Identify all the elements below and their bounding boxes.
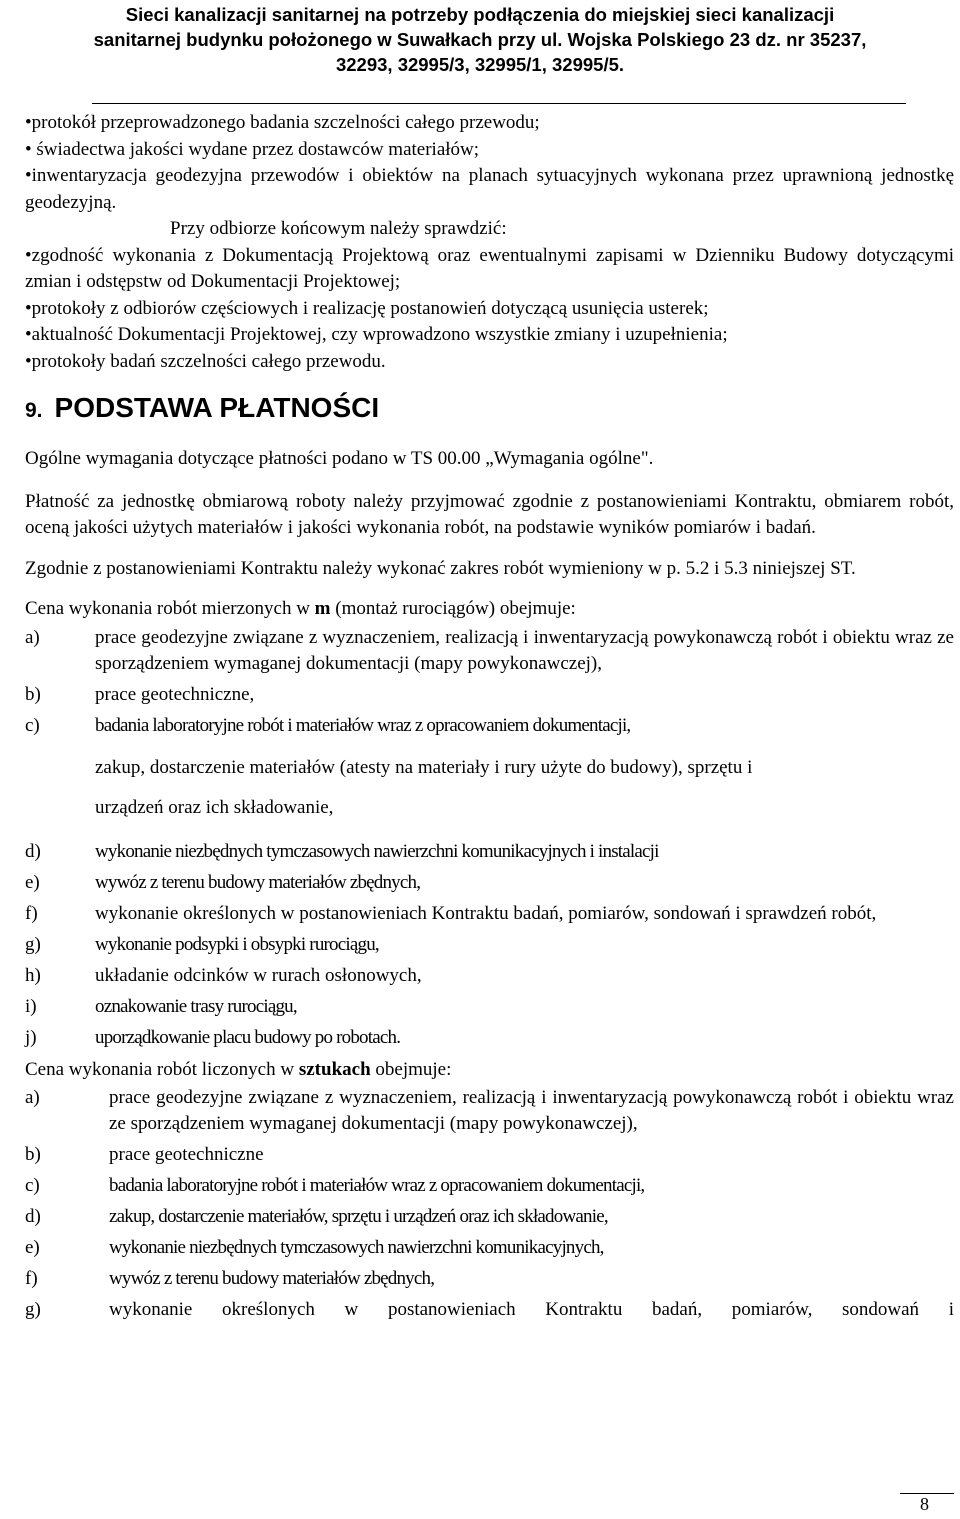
list-item-label: a) — [25, 626, 40, 648]
list-item-label: f) — [25, 902, 38, 924]
list-intro-text: Cena wykonania robót liczonych w — [25, 1058, 299, 1080]
list-item — [25, 625, 954, 677]
list-item-text: wywóz z terenu budowy materiałów zbędnych, — [109, 1268, 435, 1289]
list-item-label: i) — [25, 995, 37, 1017]
paragraph: Zgodnie z postanowieniami Kontraktu należy wykonać zakres robót wymieniony w p. 5.2 i 5.3 niniejszej ST. — [25, 557, 856, 579]
page-number: 8 — [920, 1494, 929, 1514]
list-intro-bold: m — [314, 598, 331, 619]
list-item — [25, 901, 954, 927]
list-item-text: uporządkowanie placu budowy po robotach. — [95, 1026, 401, 1048]
section-title: PODSTAWA PŁATNOŚCI — [54, 392, 380, 423]
bullet-item: • protokoły z odbiorów częściowych i realizację postanowień dotyczącą usunięcia usterek; — [25, 296, 954, 323]
list-item-label: j) — [25, 1026, 37, 1048]
list-item-text: wykonanie określonych w postanowieniach Kontraktu badań, pomiarów, sondowań i sprawdzeń robót, — [95, 902, 877, 924]
list-item-label: c) — [25, 714, 40, 736]
list-item-text: badania laboratoryjne robót i materiałów wraz z opracowaniem dokumentacji, — [95, 714, 631, 736]
list-item-label: a) — [25, 1087, 40, 1108]
list-item — [25, 1025, 954, 1051]
list-item — [25, 870, 954, 896]
list-item-label: g) — [25, 933, 41, 955]
list-item-text: wykonanie niezbędnych tymczasowych nawierzchni komunikacyjnych i instalacji — [95, 840, 659, 862]
bullet-item: • protokół przeprowadzonego badania szczelności całego przewodu; — [25, 110, 954, 137]
list-item-label: h) — [25, 964, 41, 986]
list-intro-text: Cena wykonania robót mierzonych w — [25, 598, 315, 619]
list-item-text: wywóz z terenu budowy materiałów zbędnych, — [95, 871, 421, 893]
list-intro-text: (montaż rurociągów) obejmuje: — [330, 598, 576, 619]
list-item-text: wykonanie podsypki i obsypki rurociągu, — [95, 933, 379, 955]
list-item-label: e) — [25, 1237, 40, 1258]
section-heading — [25, 389, 954, 430]
list-item — [25, 1235, 954, 1261]
payment-list-szt — [25, 1085, 954, 1323]
section-number: 9. — [25, 399, 43, 422]
header-divider — [92, 103, 906, 104]
list-item-label: g) — [25, 1299, 41, 1320]
list-continuation: zakup, dostarczenie materiałów (atesty na materiały i rury użyte do budowy), sprzętu i — [95, 756, 753, 778]
list-item-text: prace geotechniczne, — [95, 683, 255, 705]
list-item-label: b) — [25, 683, 41, 705]
list-item-text: zakup, dostarczenie materiałów, sprzętu i urządzeń oraz ich składowanie, — [109, 1206, 608, 1227]
list-intro — [25, 1057, 954, 1084]
list-item-text: układanie odcinków w rurach osłonowych, — [95, 964, 422, 986]
list-item — [25, 1204, 954, 1230]
list-item-label: d) — [25, 1206, 41, 1227]
header-line-3: 32293, 32995/3, 32995/1, 32995/5. — [335, 54, 625, 75]
list-intro — [25, 596, 954, 623]
list-item-text: badania laboratoryjne robót i materiałów wraz z opracowaniem dokumentacji, — [109, 1175, 645, 1196]
list-item — [25, 994, 954, 1020]
paragraph: Ogólne wymagania dotyczące płatności podano w TS 00.00 „Wymagania ogólne". — [25, 448, 654, 469]
list-item — [25, 1297, 954, 1323]
bullet-item: • świadectwa jakości wydane przez dostawców materiałów; — [25, 137, 954, 164]
list-item-text: prace geotechniczne — [109, 1144, 264, 1165]
payment-list-m — [25, 625, 954, 1051]
list-item — [25, 1085, 954, 1137]
header-line-1: Sieci kanalizacji sanitarnej na potrzeby podłączenia do miejskiej sieci kanalizacji — [125, 4, 835, 25]
list-item — [25, 1173, 954, 1199]
header-line-2: sanitarnej budynku położonego w Suwałkach przy ul. Wojska Polskiego 23 dz. nr 35237, — [93, 29, 867, 50]
final-check-intro: Przy odbiorze końcowym należy sprawdzić: — [170, 218, 507, 239]
document-header — [0, 2, 960, 77]
list-item — [25, 682, 954, 708]
list-intro-bold: sztukach — [298, 1058, 371, 1080]
bullet-item: • zgodność wykonania z Dokumentacją Projektową oraz ewentualnymi zapisami w Dzienniku Budowy dotyczącymi zmian i odstępstw od Dokumentacji Projektowej; — [25, 243, 954, 296]
list-item — [25, 932, 954, 958]
list-item-label: f) — [25, 1268, 38, 1289]
list-item-label: d) — [25, 840, 41, 862]
list-item — [25, 839, 954, 865]
list-item-text: wykonanie niezbędnych tymczasowych nawierzchni komunikacyjnych, — [109, 1237, 604, 1258]
list-item-label: e) — [25, 871, 40, 893]
bullet-item: • protokoły badań szczelności całego przewodu. — [25, 349, 954, 376]
list-item-label: c) — [25, 1175, 40, 1196]
list-item-text: prace geodezyjne związane z wyznaczeniem, realizacją i inwentaryzacją powykonawczą robót i obiektu wraz ze sporządzeniem wymaganej dokumentacji (mapy powykonawczej), — [109, 1087, 954, 1134]
list-item — [25, 713, 954, 739]
list-item-label: b) — [25, 1144, 41, 1165]
paragraph: Płatność za jednostkę obmiarową roboty należy przyjmować zgodnie z postanowieniami Kontraktu, obmiarem robót, oceną jakości użytych materiałów i jakości wykonania robót, na podstawie wyników pomiarów i badań. — [25, 490, 954, 538]
list-intro-text: obejmuje: — [370, 1058, 452, 1080]
document-body — [25, 110, 954, 1328]
bullet-item: • aktualność Dokumentacji Projektowej, czy wprowadzono wszystkie zmiany i uzupełnienia; — [25, 322, 954, 349]
list-item-text: wykonanie określonych w postanowieniach Kontraktu badań, pomiarów, sondowań i — [109, 1299, 954, 1320]
list-item-text: oznakowanie trasy rurociągu, — [95, 995, 297, 1017]
list-continuation: urządzeń oraz ich składowanie, — [95, 796, 334, 818]
bullet-item: • inwentaryzacja geodezyjna przewodów i obiektów na planach sytuacyjnych wykonana przez uprawnioną jednostkę geodezyjną. — [25, 163, 954, 216]
list-item — [25, 963, 954, 989]
list-item — [25, 1142, 954, 1168]
list-item — [25, 1266, 954, 1292]
list-item-text: prace geodezyjne związane z wyznaczeniem, realizacją i inwentaryzacją powykonawczą robót i obiektu wraz ze sporządzeniem wymaganej dokumentacji (mapy powykonawczej), — [95, 626, 954, 674]
